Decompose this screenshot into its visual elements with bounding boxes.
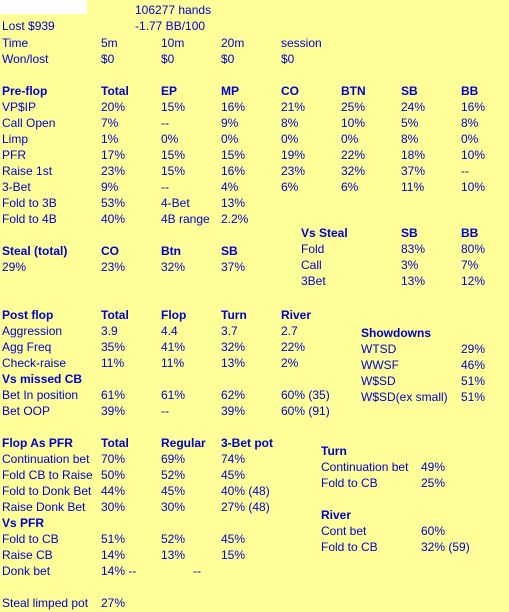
cell: 16% [221, 100, 246, 114]
steal-btn-value: 32% [161, 260, 186, 274]
cell: 70% [101, 452, 126, 466]
cell: 14% [101, 548, 126, 562]
cell: 21% [281, 100, 306, 114]
cell: 11% [101, 356, 125, 370]
cell: 15% [161, 148, 186, 162]
preflop-col-sb: SB [401, 84, 418, 98]
cell: 0% [461, 132, 479, 146]
river-title: River [321, 508, 352, 522]
cell: 60% (35) [281, 388, 330, 402]
showdowns-title: Showdowns [361, 326, 431, 340]
fold-to-cb-label: Fold to CB [2, 532, 59, 546]
cell: 3.7 [221, 324, 238, 338]
vs-steal-fold-sb: 83% [401, 242, 426, 256]
cell: 32% [341, 164, 366, 178]
raise-donk-label: Raise Donk Bet [2, 500, 86, 514]
cell: 22% [281, 340, 306, 354]
cell: 15% [221, 548, 246, 562]
vs-steal-call-bb: 7% [461, 258, 479, 272]
fold-cb-raise-label: Fold CB to Raise [2, 468, 93, 482]
cell: 10% [461, 148, 486, 162]
cell: 60% (91) [281, 404, 330, 418]
player-name-box [0, 0, 87, 14]
postflop-col-total: Total [101, 308, 129, 322]
wtsd-label: WTSD [361, 342, 397, 356]
cell: 45% [161, 484, 186, 498]
cell: 22% [341, 148, 366, 162]
cell: 35% [101, 340, 126, 354]
cell: 10% [461, 180, 486, 194]
cell: 11% [401, 180, 425, 194]
cell: 2.7 [281, 324, 298, 338]
cell: -- [161, 180, 169, 194]
cell: 1% [101, 132, 119, 146]
turn-fold-cb-value: 25% [421, 476, 446, 490]
cell: 15% [221, 148, 246, 162]
preflop-col-ep: EP [161, 84, 178, 98]
cell: -- [461, 164, 469, 178]
check-raise-label: Check-raise [2, 356, 67, 370]
cell: 32% [221, 340, 246, 354]
cell: 11% [161, 356, 185, 370]
cell: 44% [101, 484, 126, 498]
turn-title: Turn [321, 444, 347, 458]
cell: 2% [281, 356, 299, 370]
hands-count: 106277 hands [135, 3, 212, 17]
flop-pfr-col-3bet: 3-Bet pot [221, 436, 273, 450]
cell: 51% [101, 532, 126, 546]
lost-amount: Lost $939 [2, 19, 55, 33]
postflop-col-river: River [281, 308, 312, 322]
cell: 13% [221, 356, 246, 370]
time-5m: 5m [101, 36, 118, 50]
preflop-col-bb: BB [461, 84, 479, 98]
cell: 23% [281, 164, 306, 178]
time-20m: 20m [221, 36, 245, 50]
cell: 17% [101, 148, 126, 162]
cell: 16% [221, 164, 246, 178]
cell: 6% [341, 180, 359, 194]
time-label: Time [2, 36, 29, 50]
cbet-label: Continuation bet [2, 452, 90, 466]
vs-steal-fold-bb: 80% [461, 242, 486, 256]
wonlost-10m: $0 [161, 52, 175, 66]
cell: 19% [281, 148, 306, 162]
cell: 24% [401, 100, 426, 114]
cell: 8% [281, 116, 299, 130]
flop-pfr-col-total: Total [101, 436, 129, 450]
flop-pfr-col-regular: Regular [161, 436, 206, 450]
steal-limped-value: 27% [101, 596, 126, 610]
cell: 0% [281, 132, 299, 146]
cell: 3.9 [101, 324, 118, 338]
fold-to-4b-label: Fold to 4B [2, 212, 57, 226]
cell: -- [193, 564, 201, 578]
4b-range-value: 2.2% [221, 212, 249, 226]
vs-steal-title: Vs Steal [301, 226, 348, 240]
vs-steal-3bet-label: 3Bet [301, 274, 326, 288]
4b-range-label: 4B range [161, 212, 210, 226]
cell: 15% [161, 100, 186, 114]
row-label: Raise 1st [2, 164, 53, 178]
cell: 6% [281, 180, 299, 194]
cell: 10% [341, 116, 366, 130]
cell: 61% [161, 388, 186, 402]
wsd-value: 51% [461, 374, 486, 388]
row-label: VP$IP [2, 100, 37, 114]
wtsd-value: 29% [461, 342, 486, 356]
cell: 52% [161, 468, 186, 482]
preflop-col-btn: BTN [341, 84, 366, 98]
vs-steal-call-sb: 3% [401, 258, 419, 272]
vs-pfr-title: Vs PFR [2, 516, 45, 530]
wwsf-label: WWSF [361, 358, 399, 372]
vs-steal-3bet-sb: 13% [401, 274, 426, 288]
postflop-col-turn: Turn [221, 308, 247, 322]
cell: 5% [401, 116, 419, 130]
4bet-label: 4-Bet [161, 196, 190, 210]
preflop-title: Pre-flop [2, 84, 48, 98]
cell: 16% [461, 100, 486, 114]
vs-steal-call-label: Call [301, 258, 322, 272]
wsd-ex-small-value: 51% [461, 390, 486, 404]
steal-limped-label: Steal limped pot [2, 596, 89, 610]
cell: 0% [341, 132, 359, 146]
steal-col-sb: SB [221, 244, 238, 258]
cell: 74% [221, 452, 246, 466]
wwsf-value: 46% [461, 358, 486, 372]
fold-donk-label: Fold to Donk Bet [2, 484, 92, 498]
river-fold-cb-value: 32% (59) [421, 540, 470, 554]
cell: 45% [221, 532, 246, 546]
vs-steal-fold-label: Fold [301, 242, 325, 256]
wonlost-20m: $0 [221, 52, 235, 66]
cell: 4.4 [161, 324, 178, 338]
row-label: PFR [2, 148, 26, 162]
steal-total-value: 29% [2, 260, 27, 274]
cell: 25% [341, 100, 366, 114]
time-session: session [281, 36, 322, 50]
cell: 23% [101, 164, 126, 178]
cell: 18% [401, 148, 426, 162]
cell: 30% [161, 500, 186, 514]
cell: 39% [101, 404, 126, 418]
bet-in-position-label: Bet In position [2, 388, 79, 402]
preflop-col-total: Total [101, 84, 129, 98]
donk-bet-label: Donk bet [2, 564, 51, 578]
cell: 40% (48) [221, 484, 270, 498]
vs-steal-col-bb: BB [461, 226, 479, 240]
wonlost-5m: $0 [101, 52, 115, 66]
steal-col-co: CO [101, 244, 119, 258]
cell: 15% [161, 164, 186, 178]
cell: 9% [221, 116, 239, 130]
river-fold-cb-label: Fold to CB [321, 540, 378, 554]
cell: 69% [161, 452, 186, 466]
turn-cbet-value: 49% [421, 460, 446, 474]
cell: -- [161, 404, 169, 418]
river-cbet-label: Cont bet [321, 524, 367, 538]
cell: 50% [101, 468, 126, 482]
steal-col-btn: Btn [161, 244, 181, 258]
cell: 52% [161, 532, 186, 546]
row-label: 3-Bet [2, 180, 31, 194]
bet-oop-label: Bet OOP [2, 404, 51, 418]
cell: 61% [101, 388, 126, 402]
cell: 7% [101, 116, 119, 130]
fold-to-3b-value: 53% [101, 196, 126, 210]
cell: 13% [161, 548, 186, 562]
postflop-col-flop: Flop [161, 308, 187, 322]
cell: 9% [101, 180, 119, 194]
row-label: Call Open [2, 116, 56, 130]
cell: 4% [221, 180, 239, 194]
flop-as-pfr-title: Flop As PFR [2, 436, 73, 450]
wsd-ex-small-label: W$SD(ex small) [361, 390, 448, 404]
cell: 37% [401, 164, 426, 178]
steal-co-value: 23% [101, 260, 126, 274]
fold-to-3b-label: Fold to 3B [2, 196, 57, 210]
cell: 20% [101, 100, 126, 114]
agg-freq-label: Agg Freq [2, 340, 52, 354]
cell: 62% [221, 388, 246, 402]
row-label: Limp [2, 132, 29, 146]
wsd-label: W$SD [361, 374, 396, 388]
bb-rate: -1.77 BB/100 [135, 19, 206, 33]
aggression-label: Aggression [2, 324, 63, 338]
river-cbet-value: 60% [421, 524, 446, 538]
preflop-col-co: CO [281, 84, 299, 98]
wonlost-session: $0 [281, 52, 295, 66]
fold-to-4b-value: 40% [101, 212, 126, 226]
cell: 14% -- [101, 564, 137, 578]
cell: 30% [101, 500, 126, 514]
time-10m: 10m [161, 36, 185, 50]
cell: 27% (48) [221, 500, 270, 514]
vs-missed-cb-title: Vs missed CB [2, 372, 83, 386]
turn-fold-cb-label: Fold to CB [321, 476, 378, 490]
wonlost-label: Won/lost [2, 52, 49, 66]
raise-cb-label: Raise CB [2, 548, 53, 562]
cell: 0% [221, 132, 239, 146]
vs-steal-col-sb: SB [401, 226, 418, 240]
turn-cbet-label: Continuation bet [321, 460, 409, 474]
cell: 41% [161, 340, 186, 354]
steal-total-title: Steal (total) [2, 244, 68, 258]
steal-sb-value: 37% [221, 260, 246, 274]
cell: -- [161, 116, 169, 130]
cell: 8% [461, 116, 479, 130]
postflop-title: Post flop [2, 308, 54, 322]
vs-steal-3bet-bb: 12% [461, 274, 486, 288]
preflop-col-mp: MP [221, 84, 239, 98]
cell: 45% [221, 468, 246, 482]
4bet-value: 13% [221, 196, 246, 210]
cell: 0% [161, 132, 179, 146]
cell: 39% [221, 404, 246, 418]
cell: 8% [401, 132, 419, 146]
